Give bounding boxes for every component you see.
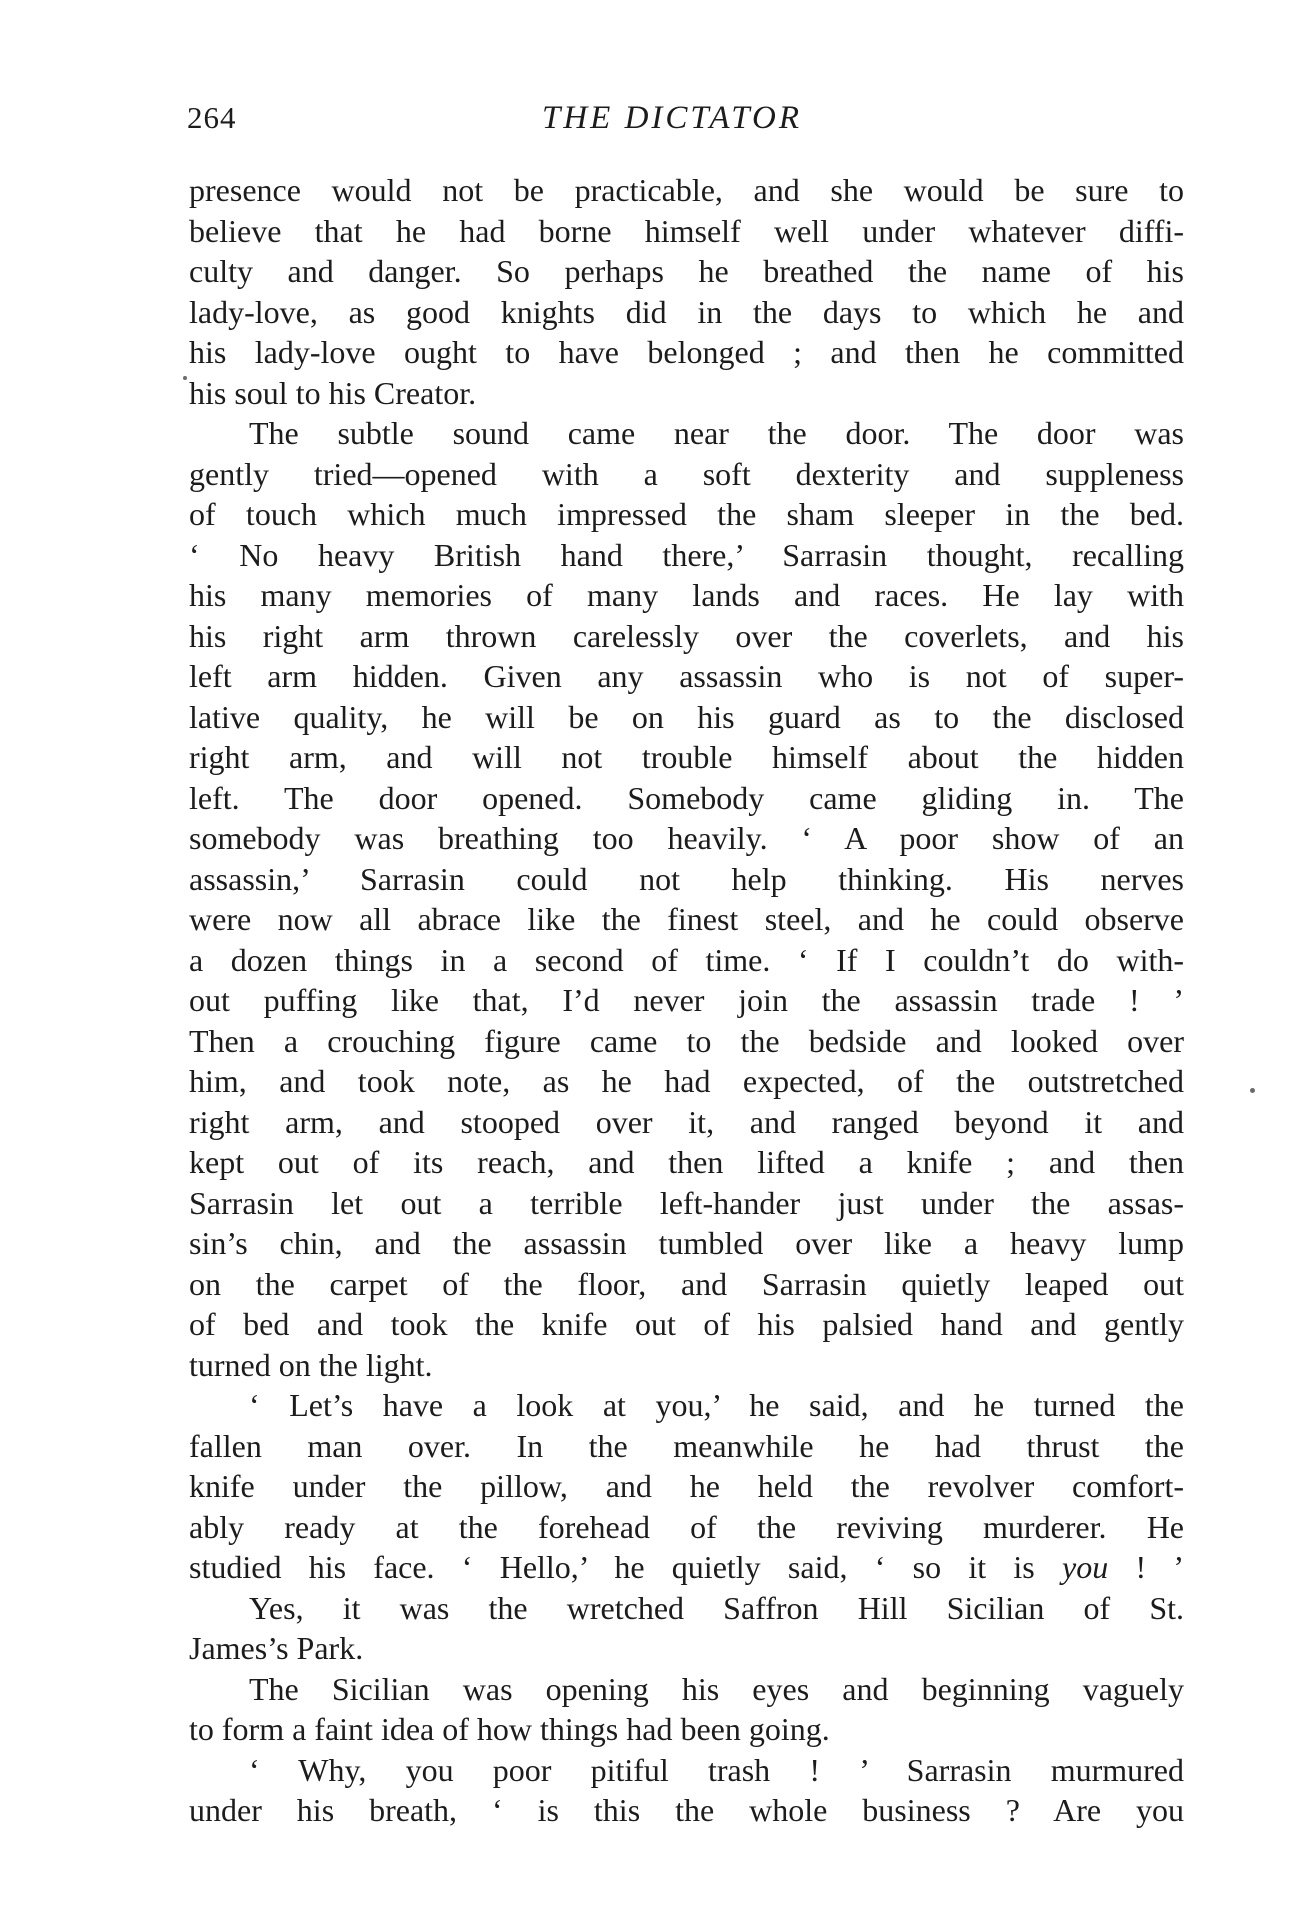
text-line: a dozen things in a second of time. ‘ If I couldn’t do with- bbox=[189, 941, 1184, 978]
text-line: right arm, and will not trouble himself about the hidden bbox=[189, 739, 1184, 775]
text-line: left. The door opened. Somebody came gliding in. The bbox=[189, 779, 1184, 816]
text-line: him, and took note, as he had expected, of the outstretched bbox=[189, 1063, 1184, 1099]
text-line: his right arm thrown carelessly over the coverlets, and his bbox=[189, 617, 1184, 654]
text-line-segment: studied his face. ‘ Hello,’ he quietly said, ‘ so it is bbox=[189, 1549, 1035, 1585]
text-line: of touch which much impressed the sham sleeper in the bed. bbox=[189, 496, 1184, 532]
text-line: under his breath, ‘ is this the whole business ? Are you bbox=[189, 1792, 1184, 1828]
text-line: ‘ Why, you poor pitiful trash ! ’ Sarrasin murmured bbox=[249, 1751, 1184, 1788]
text-line: on the carpet of the floor, and Sarrasin quietly leaped out bbox=[189, 1265, 1184, 1302]
text-line: The Sicilian was opening his eyes and beginning vaguely bbox=[249, 1670, 1184, 1707]
text-line: his many memories of many lands and races. He lay with bbox=[189, 577, 1184, 613]
text-line: kept out of its reach, and then lifted a knife ; and then bbox=[189, 1144, 1184, 1180]
text-line-segment: ! ’ bbox=[1108, 1549, 1185, 1585]
text-line: his soul to his Creator. bbox=[189, 374, 477, 411]
text-line: gently tried—opened with a soft dexterity and suppleness bbox=[189, 455, 1184, 492]
text-line: Sarrasin let out a terrible left-hander just under the assas- bbox=[189, 1184, 1184, 1221]
text-line bbox=[189, 1547, 1184, 1588]
body-text bbox=[189, 170, 1184, 1831]
emphasis-you: you bbox=[1062, 1549, 1109, 1585]
text-line: somebody was breathing too heavily. ‘ A poor show of an bbox=[189, 820, 1184, 856]
text-line: knife under the pillow, and he held the revolver comfort- bbox=[189, 1468, 1184, 1504]
text-line: fallen man over. In the meanwhile he had thrust the bbox=[189, 1427, 1184, 1464]
text-line: out puffing like that, I’d never join the assassin trade ! ’ bbox=[189, 982, 1184, 1018]
running-title: THE DICTATOR bbox=[542, 100, 803, 136]
text-line: culty and danger. So perhaps he breathed the name of his bbox=[189, 253, 1184, 289]
text-line: assassin,’ Sarrasin could not help thinking. His nerves bbox=[189, 860, 1184, 897]
text-line: turned on the light. bbox=[189, 1346, 433, 1383]
text-line: Yes, it was the wretched Saffron Hill Sicilian of St. bbox=[249, 1589, 1184, 1626]
text-line: left arm hidden. Given any assassin who is not of super- bbox=[189, 658, 1184, 694]
text-line: The subtle sound came near the door. The door was bbox=[249, 415, 1184, 451]
page-header bbox=[187, 100, 1187, 144]
text-line: of bed and took the knife out of his palsied hand and gently bbox=[189, 1306, 1184, 1342]
text-line: were now all abrace like the finest steel, and he could observe bbox=[189, 901, 1184, 937]
text-line: ‘ No heavy British hand there,’ Sarrasin thought, recalling bbox=[189, 536, 1184, 573]
text-line: his lady-love ought to have belonged ; and then he committed bbox=[189, 334, 1184, 370]
text-line: James’s Park. bbox=[189, 1630, 364, 1666]
text-line: to form a faint idea of how things had been going. bbox=[189, 1711, 830, 1747]
text-line: sin’s chin, and the assassin tumbled over like a heavy lump bbox=[189, 1225, 1184, 1261]
text-line: presence would not be practicable, and she would be sure to bbox=[189, 172, 1184, 208]
page-number: 264 bbox=[187, 100, 237, 135]
text-line: ably ready at the forehead of the reviving murderer. He bbox=[189, 1508, 1184, 1545]
paper-speck bbox=[1250, 1088, 1255, 1093]
text-line: lady-love, as good knights did in the days to which he and bbox=[189, 293, 1184, 330]
text-line: right arm, and stooped over it, and ranged beyond it and bbox=[189, 1103, 1184, 1140]
paper-speck bbox=[183, 376, 187, 380]
text-line: ‘ Let’s have a look at you,’ he said, and he turned the bbox=[249, 1387, 1184, 1423]
text-line: believe that he had borne himself well under whatever diffi- bbox=[189, 212, 1184, 249]
text-line: Then a crouching figure came to the bedside and looked over bbox=[189, 1022, 1184, 1059]
text-line: lative quality, he will be on his guard as to the disclosed bbox=[189, 698, 1184, 735]
